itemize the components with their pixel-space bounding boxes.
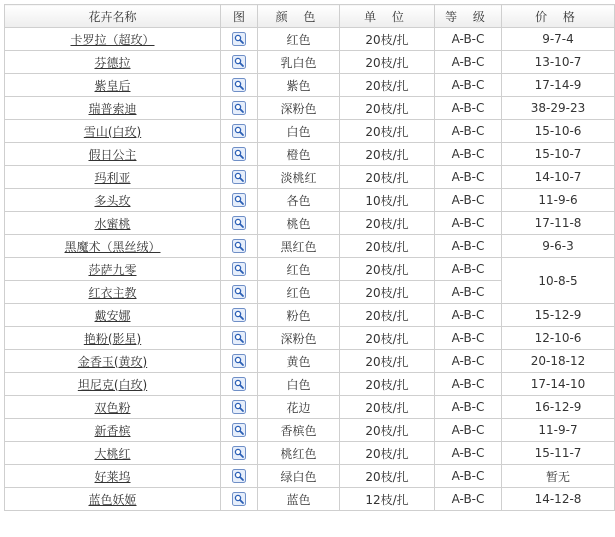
price-cell: 14-10-7 (502, 166, 615, 189)
flower-name-link[interactable]: 黑魔术（黑丝绒） (64, 239, 161, 254)
magnifier-icon[interactable] (232, 193, 246, 207)
color-cell: 花边 (258, 396, 340, 419)
price-cell: 20-18-12 (502, 350, 615, 373)
unit-cell: 20枝/扎 (340, 235, 435, 258)
unit-cell: 20枝/扎 (340, 442, 435, 465)
table-row (5, 465, 615, 488)
price-cell: 15-12-9 (502, 304, 615, 327)
grade-cell: A-B-C (435, 442, 502, 465)
flower-name-cell (5, 465, 221, 488)
header-unit: 单 位 (340, 5, 435, 28)
table-row (5, 488, 615, 511)
table-body (5, 28, 615, 511)
flower-name-link[interactable]: 莎萨九零 (88, 262, 137, 277)
grade-cell: A-B-C (435, 212, 502, 235)
flower-name-cell (5, 74, 221, 97)
unit-cell: 20枝/扎 (340, 143, 435, 166)
table-row (5, 373, 615, 396)
header-flower-name: 花卉名称 (5, 5, 221, 28)
color-cell: 深粉色 (258, 327, 340, 350)
flower-name-cell (5, 442, 221, 465)
grade-cell: A-B-C (435, 281, 502, 304)
flower-name-link[interactable]: 新香槟 (94, 423, 131, 438)
magnifier-icon[interactable] (232, 55, 246, 69)
flower-name-link[interactable]: 瑞普索迪 (88, 101, 137, 116)
unit-cell: 20枝/扎 (340, 465, 435, 488)
image-cell (221, 396, 258, 419)
header-image: 图 (221, 5, 258, 28)
flower-name-link[interactable]: 双色粉 (94, 400, 131, 415)
table-row (5, 442, 615, 465)
table-row (5, 350, 615, 373)
magnifier-icon[interactable] (232, 32, 246, 46)
unit-cell: 20枝/扎 (340, 373, 435, 396)
image-cell (221, 258, 258, 281)
price-cell: 17-14-10 (502, 373, 615, 396)
price-cell: 17-11-8 (502, 212, 615, 235)
header-price: 价 格 (502, 5, 615, 28)
grade-cell: A-B-C (435, 373, 502, 396)
flower-name-cell (5, 97, 221, 120)
price-cell: 14-12-8 (502, 488, 615, 511)
price-cell: 15-11-7 (502, 442, 615, 465)
magnifier-icon[interactable] (232, 78, 246, 92)
flower-name-cell (5, 28, 221, 51)
color-cell: 橙色 (258, 143, 340, 166)
image-cell (221, 189, 258, 212)
price-cell: 15-10-7 (502, 143, 615, 166)
flower-name-link[interactable]: 艳粉(影星) (83, 331, 142, 346)
image-cell (221, 235, 258, 258)
unit-cell: 20枝/扎 (340, 28, 435, 51)
color-cell: 淡桃红 (258, 166, 340, 189)
table-row (5, 396, 615, 419)
price-cell: 12-10-6 (502, 327, 615, 350)
grade-cell: A-B-C (435, 396, 502, 419)
unit-cell: 12枝/扎 (340, 488, 435, 511)
image-cell (221, 74, 258, 97)
magnifier-icon[interactable] (232, 124, 246, 138)
color-cell: 蓝色 (258, 488, 340, 511)
image-cell (221, 97, 258, 120)
flower-name-link[interactable]: 水蜜桃 (94, 216, 131, 231)
image-cell (221, 373, 258, 396)
table-row (5, 235, 615, 258)
grade-cell: A-B-C (435, 143, 502, 166)
flower-name-cell (5, 235, 221, 258)
flower-name-link[interactable]: 蓝色妖姬 (88, 492, 137, 507)
price-cell: 9-7-4 (502, 28, 615, 51)
table-header-row (5, 5, 615, 28)
flower-name-cell (5, 120, 221, 143)
color-cell: 白色 (258, 373, 340, 396)
color-cell: 白色 (258, 120, 340, 143)
header-color: 颜 色 (258, 5, 340, 28)
table-row (5, 51, 615, 74)
flower-name-link[interactable]: 玛利亚 (94, 170, 131, 185)
unit-cell: 20枝/扎 (340, 166, 435, 189)
magnifier-icon[interactable] (232, 446, 246, 460)
grade-cell: A-B-C (435, 28, 502, 51)
image-cell (221, 51, 258, 74)
image-cell (221, 442, 258, 465)
flower-name-cell (5, 327, 221, 350)
magnifier-icon[interactable] (232, 147, 246, 161)
magnifier-icon[interactable] (232, 308, 246, 322)
magnifier-icon[interactable] (232, 400, 246, 414)
image-cell (221, 281, 258, 304)
table-row (5, 419, 615, 442)
grade-cell: A-B-C (435, 51, 502, 74)
unit-cell: 20枝/扎 (340, 350, 435, 373)
magnifier-icon[interactable] (232, 377, 246, 391)
header-grade: 等 级 (435, 5, 502, 28)
grade-cell: A-B-C (435, 189, 502, 212)
table-row (5, 74, 615, 97)
flower-name-link[interactable]: 大桃红 (94, 446, 131, 461)
image-cell (221, 120, 258, 143)
price-cell: 38-29-23 (502, 97, 615, 120)
price-cell: 暂无 (502, 465, 615, 488)
image-cell (221, 304, 258, 327)
unit-cell: 20枝/扎 (340, 51, 435, 74)
color-cell: 各色 (258, 189, 340, 212)
grade-cell: A-B-C (435, 419, 502, 442)
flower-name-link[interactable]: 卡罗拉（超玫） (70, 32, 155, 47)
table-row (5, 258, 615, 281)
magnifier-icon[interactable] (232, 216, 246, 230)
color-cell: 黑红色 (258, 235, 340, 258)
image-cell (221, 465, 258, 488)
color-cell: 香槟色 (258, 419, 340, 442)
flower-name-cell (5, 258, 221, 281)
flower-name-link[interactable]: 紫皇后 (94, 78, 131, 93)
flower-name-cell (5, 281, 221, 304)
magnifier-icon[interactable] (232, 262, 246, 276)
grade-cell: A-B-C (435, 120, 502, 143)
price-cell: 16-12-9 (502, 396, 615, 419)
grade-cell: A-B-C (435, 235, 502, 258)
unit-cell: 20枝/扎 (340, 419, 435, 442)
flower-name-cell (5, 166, 221, 189)
magnifier-icon[interactable] (232, 285, 246, 299)
magnifier-icon[interactable] (232, 354, 246, 368)
unit-cell: 20枝/扎 (340, 120, 435, 143)
table-row (5, 189, 615, 212)
table-row (5, 327, 615, 350)
magnifier-icon[interactable] (232, 101, 246, 115)
flower-name-cell (5, 304, 221, 327)
color-cell: 黄色 (258, 350, 340, 373)
image-cell (221, 212, 258, 235)
price-cell: 9-6-3 (502, 235, 615, 258)
magnifier-icon[interactable] (232, 492, 246, 506)
color-cell: 粉色 (258, 304, 340, 327)
image-cell (221, 327, 258, 350)
image-cell (221, 488, 258, 511)
color-cell: 红色 (258, 28, 340, 51)
grade-cell: A-B-C (435, 74, 502, 97)
flower-name-cell (5, 143, 221, 166)
flower-name-link[interactable]: 雪山(白玫) (83, 124, 142, 139)
flower-name-link[interactable]: 红衣主教 (88, 285, 137, 300)
grade-cell: A-B-C (435, 327, 502, 350)
color-cell: 桃色 (258, 212, 340, 235)
image-cell (221, 143, 258, 166)
table-row (5, 28, 615, 51)
price-cell: 17-14-9 (502, 74, 615, 97)
grade-cell: A-B-C (435, 97, 502, 120)
magnifier-icon[interactable] (232, 469, 246, 483)
image-cell (221, 419, 258, 442)
image-cell (221, 350, 258, 373)
flower-name-link[interactable]: 金香玉(黄玫) (77, 354, 148, 369)
flower-name-link[interactable]: 多头玫 (94, 193, 131, 208)
image-cell (221, 166, 258, 189)
price-cell: 15-10-6 (502, 120, 615, 143)
flower-name-cell (5, 373, 221, 396)
table-row (5, 304, 615, 327)
table-row (5, 212, 615, 235)
flower-name-link[interactable]: 坦尼克(白玫) (77, 377, 148, 392)
price-cell: 11-9-6 (502, 189, 615, 212)
price-cell: 11-9-7 (502, 419, 615, 442)
unit-cell: 20枝/扎 (340, 281, 435, 304)
flower-name-cell (5, 212, 221, 235)
flower-name-link[interactable]: 好莱坞 (94, 469, 131, 484)
unit-cell: 10枝/扎 (340, 189, 435, 212)
table-row (5, 97, 615, 120)
color-cell: 绿白色 (258, 465, 340, 488)
flower-name-link[interactable]: 戴安娜 (94, 308, 131, 323)
grade-cell: A-B-C (435, 166, 502, 189)
flower-name-link[interactable]: 芬德拉 (94, 55, 131, 70)
image-cell (221, 28, 258, 51)
table-row (5, 166, 615, 189)
flower-name-cell (5, 488, 221, 511)
table-row (5, 143, 615, 166)
magnifier-icon[interactable] (232, 331, 246, 345)
flower-name-cell (5, 189, 221, 212)
flower-name-cell (5, 350, 221, 373)
magnifier-icon[interactable] (232, 239, 246, 253)
color-cell: 桃红色 (258, 442, 340, 465)
grade-cell: A-B-C (435, 258, 502, 281)
unit-cell: 20枝/扎 (340, 74, 435, 97)
grade-cell: A-B-C (435, 304, 502, 327)
unit-cell: 20枝/扎 (340, 258, 435, 281)
grade-cell: A-B-C (435, 488, 502, 511)
unit-cell: 20枝/扎 (340, 327, 435, 350)
magnifier-icon[interactable] (232, 170, 246, 184)
unit-cell: 20枝/扎 (340, 97, 435, 120)
flower-name-cell (5, 396, 221, 419)
grade-cell: A-B-C (435, 465, 502, 488)
unit-cell: 20枝/扎 (340, 304, 435, 327)
flower-name-cell (5, 419, 221, 442)
magnifier-icon[interactable] (232, 423, 246, 437)
unit-cell: 20枝/扎 (340, 212, 435, 235)
color-cell: 红色 (258, 281, 340, 304)
color-cell: 紫色 (258, 74, 340, 97)
flower-price-table (4, 4, 615, 511)
unit-cell: 20枝/扎 (340, 396, 435, 419)
price-cell: 13-10-7 (502, 51, 615, 74)
grade-cell: A-B-C (435, 350, 502, 373)
price-cell: 10-8-5 (502, 258, 615, 304)
flower-name-cell (5, 51, 221, 74)
color-cell: 深粉色 (258, 97, 340, 120)
flower-name-link[interactable]: 假日公主 (88, 147, 137, 162)
color-cell: 乳白色 (258, 51, 340, 74)
table-row (5, 120, 615, 143)
color-cell: 红色 (258, 258, 340, 281)
